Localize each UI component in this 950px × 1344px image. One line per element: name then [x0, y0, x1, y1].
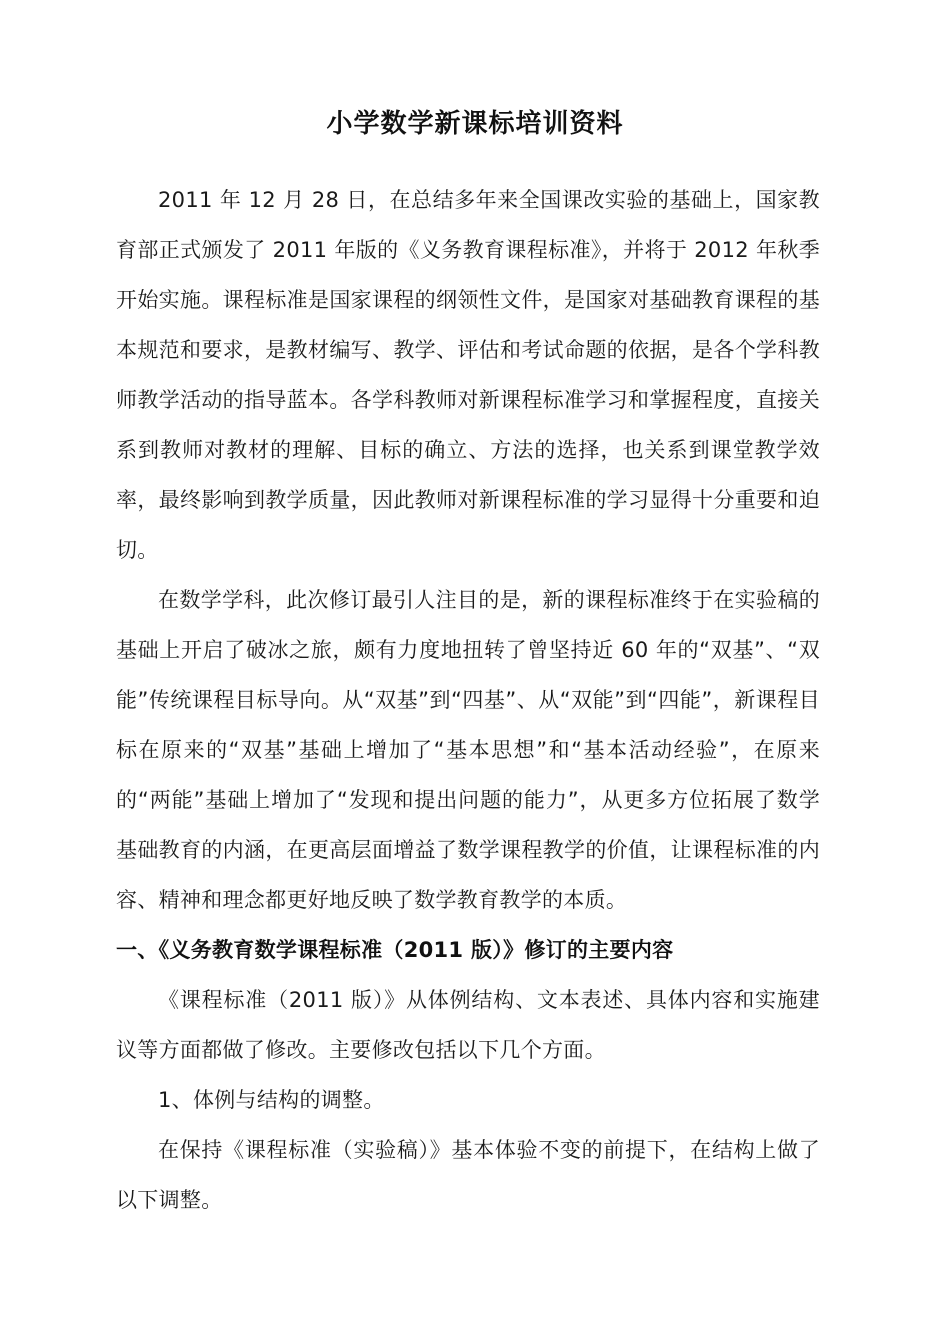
document-body	[116, 175, 820, 1225]
document-title: 小学数学新课标培训资料	[326, 109, 624, 139]
paragraph-math-subject: 在数学学科，此次修订最引人注目的是，新的课程标准终于在实验稿的基础上开启了破冰之旅，颇有力度地扭转了曾坚持近 60 年的“双基”、“双能”传统课程目标导向。从“双基”到“四基”、从“双能”到“四能”，新课程目标在原来的“双基”基础上增加了“基本思想”和“基本活动经验”，在原来的“两能”基础上增加了“发现和提出问题的能力”，从更多方位拓展了数学基础教育的内涵，在更高层面增益了数学课程教学的价值，让课程标准的内容、精神和理念都更好地反映了数学教育教学的本质。	[116, 588, 820, 912]
paragraph-intro: 2011 年 12 月 28 日，在总结多年来全国课改实验的基础上，国家教育部正式颁发了 2011 年版的《义务教育课程标准》，并将于 2012 年秋季开始实施。课程标准是国家课程的纲领性文件，是国家对基础教育课程的基本规范和要求，是教材编写、教学、评估和考试命题的依据，是各个学科教师教学活动的指导蓝本。各学科教师对新课程标准学习和掌握程度，直接关系到教师对教材的理解、目标的确立、方法的选择，也关系到课堂教学效率，最终影响到教学质量，因此教师对新课程标准的学习显得十分重要和迫切。	[116, 188, 820, 562]
section-heading: 一、《义务教育数学课程标准（2011 版）》修订的主要内容	[116, 938, 674, 962]
paragraph-list-item-1: 1、体例与结构的调整。	[158, 1088, 385, 1112]
paragraph-structure-adjustment: 在保持《课程标准（实验稿）》基本体验不变的前提下，在结构上做了以下调整。	[116, 1138, 820, 1212]
paragraph-revision-overview: 《课程标准（2011 版）》从体例结构、文本表述、具体内容和实施建议等方面都做了修改。主要修改包括以下几个方面。	[116, 988, 820, 1062]
